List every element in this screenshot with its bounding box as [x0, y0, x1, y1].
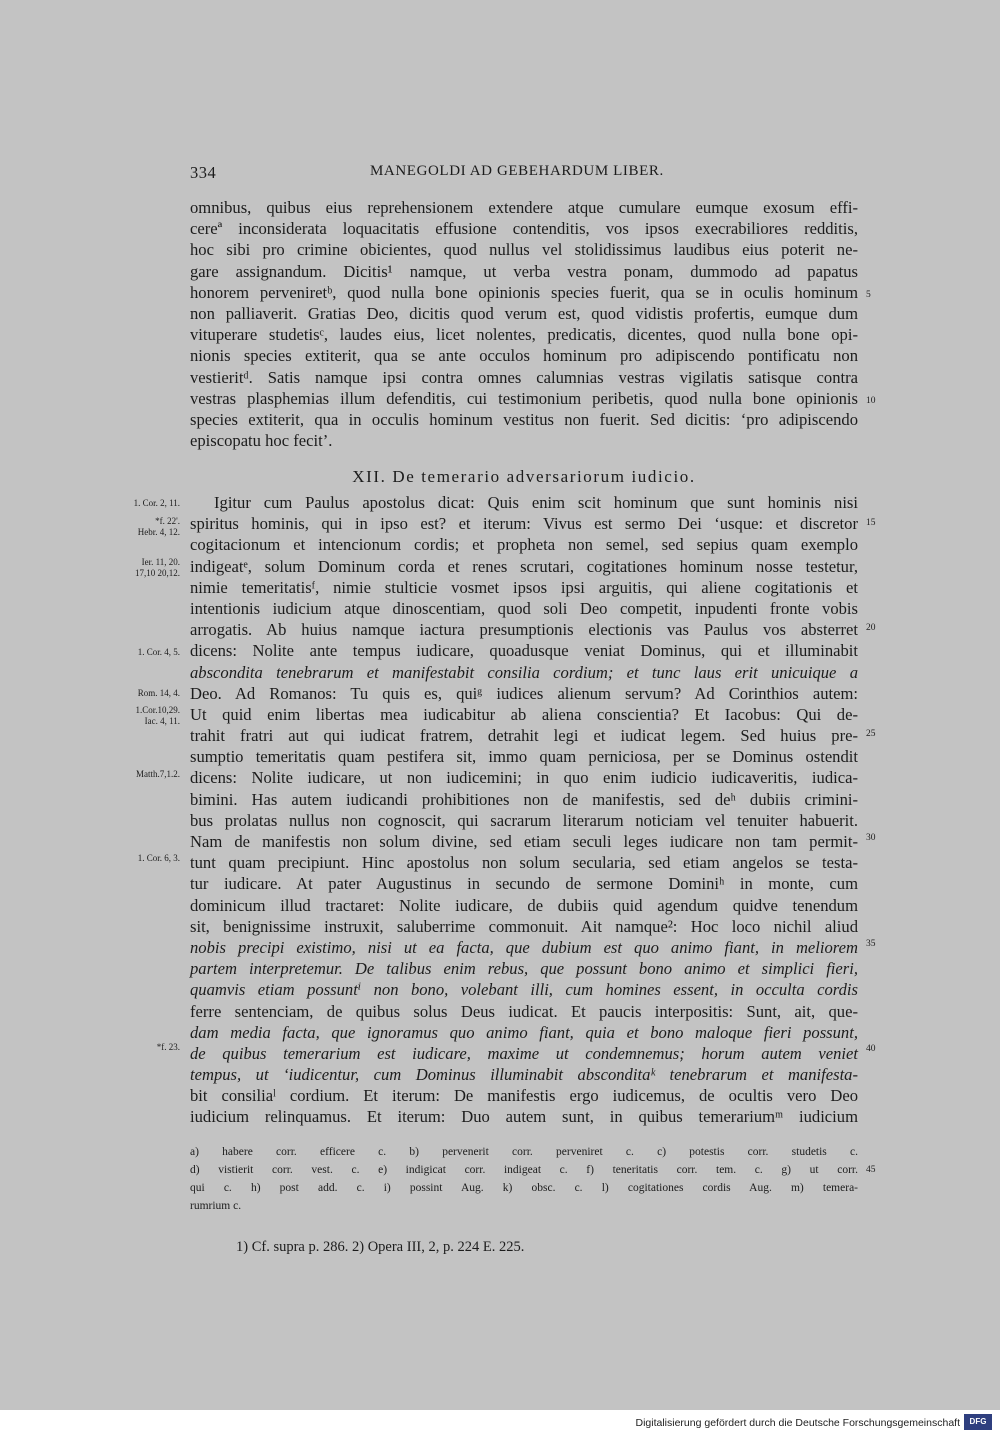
body-line: non palliaverit. Gratias Deo, dicitis quod verum est, quod vidistis profertis, eumque dum — [190, 303, 858, 323]
section-line: tempus, ut ‘iudicentur, cum Dominus illuminabit absconditaᵏ tenebrarum et manifesta- — [190, 1065, 858, 1085]
body-line: nionis species extiterit, qua se ante occulos hominum pro adipiscendo pontificatu non — [190, 346, 858, 366]
section-heading: XII. De temerario adversariorum iudicio. — [352, 467, 696, 486]
section-line: Nam de manifestis non solum divine, sed etiam seculi leges iudicare non tam permit- — [190, 832, 858, 851]
body-line: vituperare studetisᶜ, laudes eius, licet nolentes, predicatis, dicentes, quod nulla bone opi- — [190, 325, 858, 345]
line-number: 5 — [866, 290, 871, 300]
section-line: partem interpretemur. De talibus enim rebus, que possunt bono animo et simplici fieri, — [190, 959, 858, 979]
footnote-line: d) vistierit corr. vest. c. e) indigicat corr. indigeat c. f) teneritatis corr. tem. c. g) ut corr. — [190, 1164, 858, 1176]
line-number: 35 — [866, 939, 876, 949]
body-line: species extiterit, qua in occulis hominum vestitus non fuerit. Sed dicitis: ‘pro adipiscendo — [190, 409, 858, 429]
footnote-line: rumrium c. — [190, 1200, 242, 1212]
section-line: Ut quid enim libertas mea iudicabitur ab aliena conscientia? Et Iacobus: Qui de- — [190, 704, 858, 724]
line-number: 45 — [866, 1165, 876, 1175]
footnotes — [190, 1143, 858, 1215]
section-line: nobis precipi existimo, nisi ut ea facta, que dubium est quo animo fiant, in meliorem — [190, 937, 858, 957]
body-text — [190, 197, 858, 451]
margin-reference: *f. 23. — [156, 1042, 180, 1052]
section-line: dam media facta, que ignoramus quo animo fiant, quia et bono maloque fieri possunt, — [190, 1022, 858, 1042]
margin-reference: Matth.7,1.2. — [136, 769, 180, 779]
margin-reference: 17,10 20,12. — [135, 568, 180, 578]
body-line: vestras plasphemias illum defenditis, cui testimonium peribetis, quod nulla bone opinionis — [190, 388, 858, 408]
margin-reference: *f. 22'. — [155, 516, 180, 526]
body-line: vestieritᵈ. Satis namque ipsi contra omnes calumnias vestras vigilatis satisque contra — [190, 367, 858, 387]
page-number: 334 — [190, 163, 217, 182]
section-line: abscondita tenebrarum et manifestabit consilia cordium; et tunc laus erit unicuique a — [190, 662, 858, 682]
line-number: 30 — [866, 833, 876, 843]
body-line: honorem perveniretᵇ, quod nulla bone opinionis species fuerit, qua se in oculis hominum — [190, 282, 858, 302]
body-line: gare assignandum. Dicitis¹ namque, ut verba vestra ponam, dummodo ad papatus — [190, 261, 858, 281]
footnote-line: a) habere corr. efficere c. b) pervenerit corr. perveniret c. c) potestis corr. studetis c. — [190, 1146, 858, 1158]
section-line: dicens: Nolite ante tempus iudicare, quoadusque veniat Dominus, qui et illuminabit — [190, 641, 858, 661]
section-line: bus prolatas nullus non cognoscit, qui sacrarum literarum noticiam vel tenuiter habuerit. — [190, 810, 858, 830]
footnote-line: qui c. h) post add. c. i) possint Aug. k) obsc. c. l) cogitationes cordis Aug. m) temera- — [190, 1182, 858, 1194]
body-line: omnibus, quibus eius reprehensionem extendere atque cumulare eumque exosum effi- — [190, 198, 858, 217]
section-line: de quibus temerarium est iudicare, maxime ut condemnemus; horum autem veniet — [190, 1043, 858, 1063]
section-line: spiritus hominis, qui in ipso est? et iterum: Vivus est sermo Dei ‘usque: et discretor — [190, 514, 858, 534]
body-line: episcopatu hoc fecit’. — [190, 431, 333, 451]
section-line: Igitur cum Paulus apostolus dicat: Quis enim scit hominum que sunt hominis nisi — [214, 493, 858, 512]
section-line: bimini. Has autem iudicandi prohibitiones non de manifestis, sed deʰ dubiis crimini- — [190, 789, 858, 809]
funding-credit: Digitalisierung gefördert durch die Deutsche Forschungsgemeinschaft — [635, 1417, 960, 1429]
section-line: arrogatis. Ab huius namque iactura presumptionis electionis vas Paulus vos absterret — [190, 620, 858, 640]
section-line: ferre sentenciam, de quibus solus Deus iudicat. Et paucis interpositis: Sunt, ait, que- — [190, 1001, 858, 1021]
section-line: sit, benignissime instruxit, saluberrime commonuit. Ait namque²: Hoc loco nichil aliud — [190, 916, 858, 936]
body-line: hoc sibi pro crimine obicientes, quod nullus vel stolidissimus laudibus eius poterit ne- — [190, 240, 858, 260]
margin-reference: Ier. 11, 20. — [141, 557, 180, 567]
section-line: Deo. Ad Romanos: Tu quis es, quiᵍ iudices alienum servum? Ad Corinthios autem: — [190, 683, 858, 703]
section-line: tur iudicare. At pater Augustinus in secundo de sermone Dominiʰ in monte, cum — [190, 874, 858, 894]
section-line: trahit fratri aut qui iudicat fratrem, detrahit legi et iudicat legem. Sed huius pre- — [190, 726, 858, 746]
section-line: intentionis iudicium atque dinoscentiam, quod soli Deo competit, inpudenti fronte vobis — [190, 598, 858, 618]
section-text — [190, 492, 858, 1128]
section-line: dominicum illud tractaret: Nolite iudicare, de dubiis quid agendum quidve tenendum — [190, 895, 858, 915]
margin-reference: 1.Cor.10,29. — [135, 705, 180, 715]
section-line: indigeatᵉ, solum Dominum corda et renes scrutari, cogitationes hominum nosse testetur, — [190, 556, 858, 576]
section-line: tunt quam precipiunt. Hinc apostolus non solum secularia, sed etiam angelos se testa- — [190, 853, 858, 873]
margin-reference: Rom. 14, 4. — [137, 688, 180, 698]
section-line: cogitacionum et intencionum cordis; et propheta non semel, sed sepius quam exemplo — [190, 535, 858, 555]
section-line: sumptio temeritatis quam pestifera sit, immo quam perniciosa, per se Dominus ostendit — [190, 747, 858, 767]
source-notes: 1) Cf. supra p. 286. 2) Opera III, 2, p. 224 E. 225. — [236, 1239, 525, 1255]
section-line: quamvis etiam possuntⁱ non bono, volebant illi, cum homines essent, in occulta cordis — [190, 980, 858, 1000]
margin-reference: Hebr. 4, 12. — [137, 527, 180, 537]
line-number: 10 — [866, 396, 876, 406]
margin-reference: Iac. 4, 11. — [144, 716, 180, 726]
line-number: 40 — [866, 1044, 876, 1054]
body-line: cereª inconsiderata loquacitatis effusione contenditis, vos ipsos execrabiliores redditis, — [190, 219, 858, 239]
line-number: 20 — [866, 623, 876, 633]
dfg-logo: DFG — [964, 1414, 992, 1430]
running-title: MANEGOLDI AD GEBEHARDUM LIBER. — [370, 163, 664, 179]
margin-reference: 1. Cor. 2, 11. — [133, 498, 180, 508]
section-line: iudicium relinquamus. Et iterum: Duo autem sunt, in quibus temerariumᵐ iudicium — [190, 1107, 858, 1127]
section-line: dicens: Nolite iudicare, ut non iudicemini; in quo enim iudicio iudicaveritis, iudica- — [190, 768, 858, 788]
section-line: nimie temeritatisᶠ, nimie stulticie vosmet ipsos ipsi arguitis, qui aliene cogitationis et — [190, 577, 858, 597]
section-line: bit consiliaˡ cordium. Et iterum: De manifestis ergo iudicemus, de ocultis vero Deo — [190, 1086, 858, 1106]
margin-reference: 1. Cor. 6, 3. — [137, 853, 180, 863]
margin-reference: 1. Cor. 4, 5. — [137, 647, 180, 657]
line-number: 25 — [866, 729, 876, 739]
line-number: 15 — [866, 518, 876, 528]
